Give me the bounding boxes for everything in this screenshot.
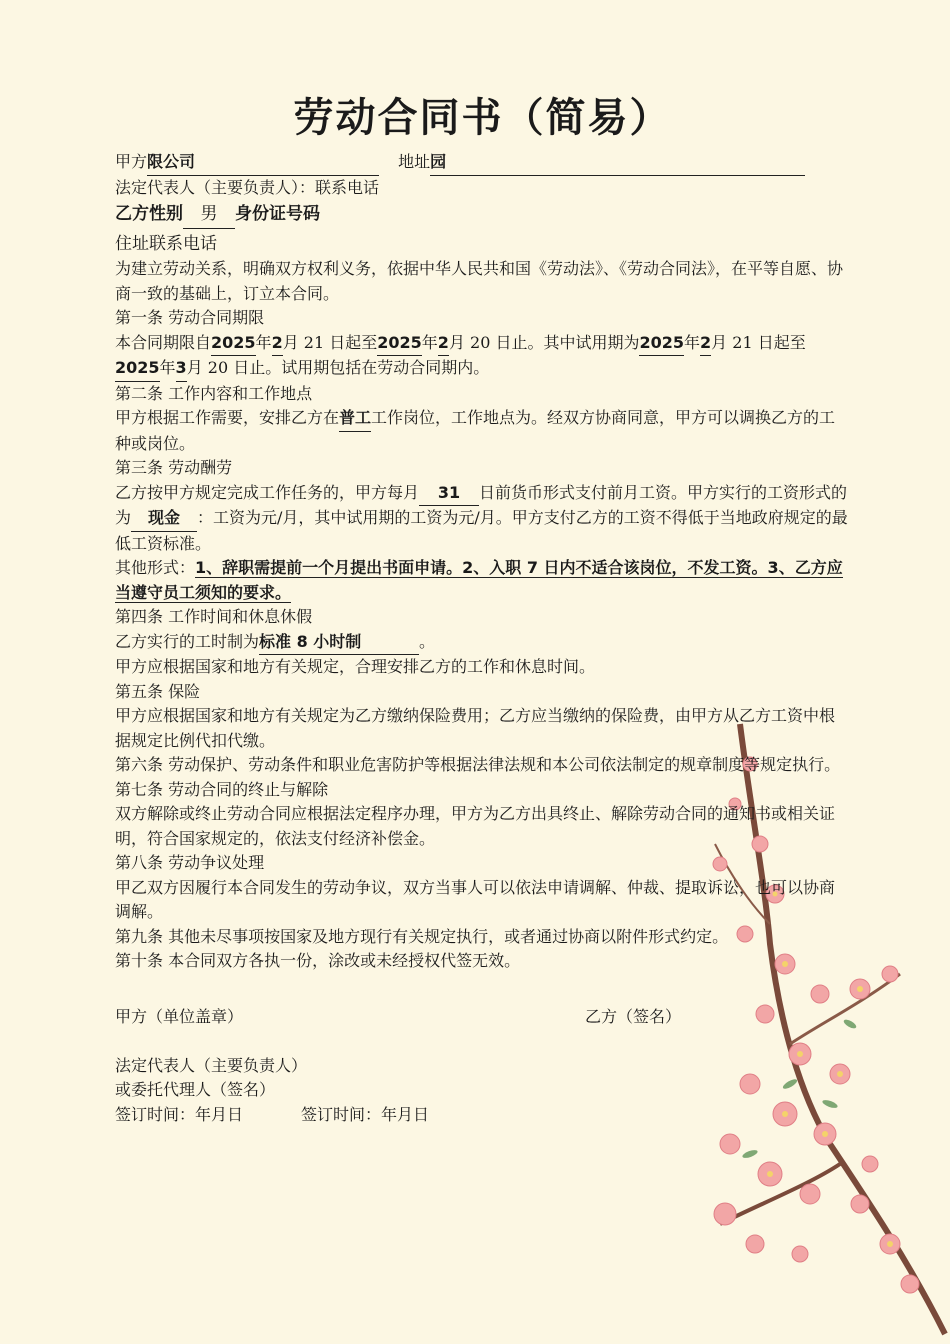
party-a-row (115, 150, 850, 176)
article5-text: 甲方应根据国家和地方有关规定为乙方缴纳保险费用；乙方应当缴纳的保险费，由甲方从乙方工资中根据规定比例代扣代缴。 (115, 706, 836, 750)
pay-form: 现金 (131, 506, 197, 532)
party-a-seal-label: 甲方（单位盖章） (115, 1006, 244, 1026)
party-a-name-field: 限公司 (147, 150, 379, 176)
article9-text: 第九条 其他未尽事项按国家及地方现行有关规定执行，或者通过协商以附件形式约定。 (115, 926, 729, 946)
legal-rep-label: 法定代表人（主要负责人）： (115, 177, 316, 197)
article5-heading: 第五条 保险 (115, 681, 201, 701)
contract-body (115, 92, 850, 1127)
legal-rep-row (115, 176, 850, 201)
end-month: 2 (438, 331, 449, 357)
signature-agent: 或委托代理人（签名） (115, 1080, 276, 1099)
article1-heading: 第一条 劳动合同期限 (115, 308, 265, 327)
id-number-label: 身份证号码 (235, 204, 320, 224)
probation-end-month: 3 (176, 356, 187, 382)
article4-hours: 乙方实行的工时制为标准 8 小时制 。 (115, 630, 850, 656)
phone-label: 联系电话 (315, 177, 380, 197)
article1-text: 本合同期限自2025年2月 21 日起至2025年2月 20 日止。其中试用期为2025年2月 21 日起至2025年3月 20 日止。试用期包括在劳动合同期内。 (115, 331, 850, 382)
probation-start-month: 2 (700, 331, 711, 357)
article7-text: 双方解除或终止劳动合同应根据法定程序办理，甲方为乙方出具终止、解除劳动合同的通知书或相关证明，符合国家规定的，依法支付经济补偿金。 (115, 804, 836, 848)
document-title: 劳动合同书（简易） (293, 95, 672, 141)
article2-heading: 第二条 工作内容和工作地点 (115, 383, 313, 403)
address-phone-label: 住址联系电话 (115, 234, 217, 254)
article3-text: 乙方按甲方规定完成工作任务的，甲方每月 31 日前货币形式支付前月工资。甲方实行的工资形式的为 现金 ：工资为元/月，其中试用期的工资为元/月。甲方支付乙方的工资不得低于当地政府规定的最低工资标准。 (115, 482, 848, 553)
article3-other-forms (115, 556, 850, 605)
article8-text: 甲乙双方因履行本合同发生的劳动争议，双方当事人可以依法申请调解、仲裁、提取诉讼，也可以协商调解。 (115, 877, 836, 921)
other-forms-label: 其他形式： (115, 558, 196, 577)
working-hours-system: 标准 8 小时制 (259, 630, 419, 656)
start-year: 2025 (211, 331, 256, 357)
start-month: 2 (272, 331, 283, 357)
job-position: 普工 (339, 406, 371, 432)
article2-text: 甲方根据工作需要，安排乙方在普工工作岗位，工作地点为。经双方协商同意，甲方可以调换乙方的工种或岗位。 (115, 408, 836, 453)
end-year: 2025 (377, 331, 422, 357)
article6-text: 第六条 劳动保护、劳动条件和职业危害防护等根据法律法规和本公司依法制定的规章制度等规定执行。 (115, 755, 841, 774)
other-forms-text: 1、辞职需提前一个月提出书面申请。2、入职 7 日内不适合该岗位，不发工资。3、乙方应当遵守员工须知的要求。 (115, 558, 843, 602)
article10-text: 第十条 本合同双方各执一份，涂改或未经授权代签无效。 (115, 951, 521, 970)
party-a-address-field: 园 (430, 150, 805, 176)
signature-row (115, 1004, 850, 1028)
pay-day: 31 (419, 481, 479, 507)
address-label: 地址 (398, 152, 431, 171)
article4-text: 甲方应根据国家和地方有关规定，合理安排乙方的工作和休息时间。 (115, 657, 596, 676)
signing-date-a: 签订时间：年月日 (115, 1104, 244, 1124)
party-a-label: 甲方 (115, 152, 148, 171)
article3-heading: 第三条 劳动酬劳 (115, 458, 233, 477)
party-b-row (115, 200, 850, 229)
article4-heading: 第四条 工作时间和休息休假 (115, 607, 313, 626)
signing-date-b: 签订时间：年月日 (301, 1104, 430, 1124)
probation-start-year: 2025 (639, 331, 684, 357)
signature-legal-rep: 法定代表人（主要负责人） (115, 1055, 308, 1075)
gender-field: 男 (183, 200, 235, 229)
signing-dates (115, 1103, 850, 1128)
article8-heading: 第八条 劳动争议处理 (115, 853, 265, 872)
intro-paragraph: 为建立劳动关系，明确双方权利义务，依据中华人民共和国《劳动法》、《劳动合同法》，在平等自愿、协商一致的基础上，订立本合同。 (115, 259, 844, 303)
article7-heading: 第七条 劳动合同的终止与解除 (115, 779, 329, 799)
probation-end-year: 2025 (115, 356, 160, 382)
gender-label: 乙方性别 (115, 204, 183, 224)
party-b-sign-label: 乙方（签名） (585, 1006, 682, 1026)
